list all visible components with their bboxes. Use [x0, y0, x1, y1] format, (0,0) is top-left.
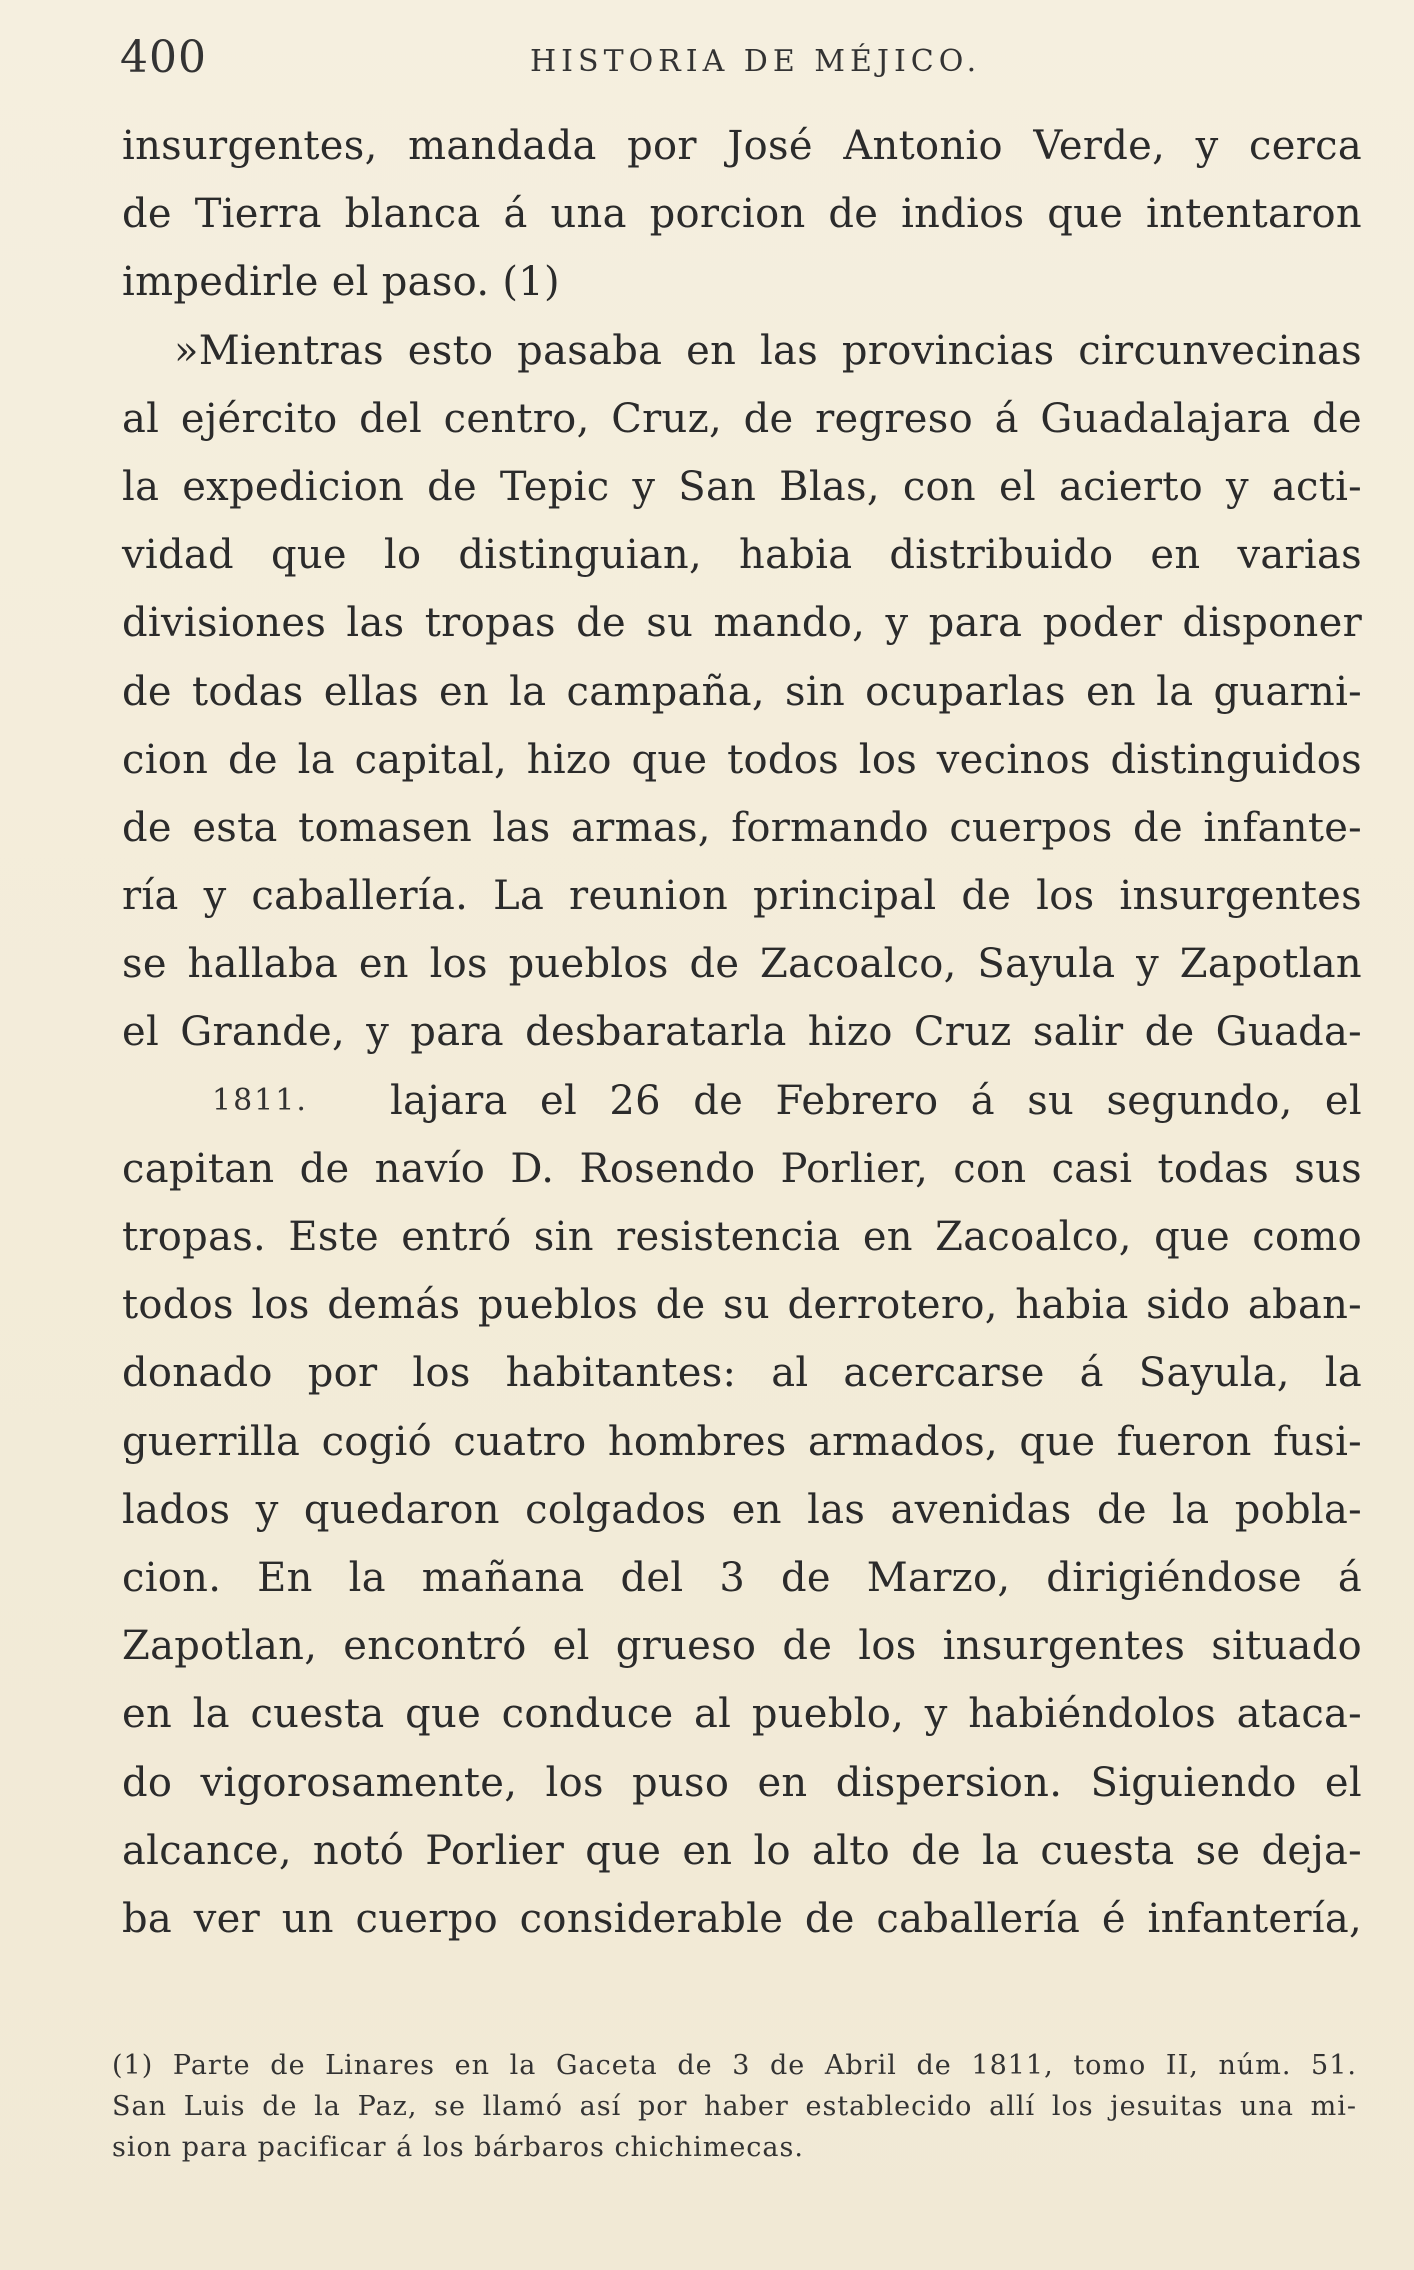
footnotes: [112, 2045, 1357, 2168]
text-line: insurgentes, mandada por José Antonio Verde, y cerca: [122, 123, 1362, 169]
text-line: ba ver un cuerpo considerable de caballería é infantería,: [122, 1895, 1362, 1942]
text-line: tropas. Este entró sin resistencia en Zacoalco, que como: [122, 1214, 1362, 1260]
text-line: donado por los habitantes: al acercarse á Sayula, la: [122, 1350, 1362, 1397]
body-text: [122, 112, 1362, 1953]
text-line: cion de la capital, hizo que todos los vecinos distinguidos: [122, 736, 1362, 783]
text-line: al ejército del centro, Cruz, de regreso á Guadalajara de: [122, 395, 1362, 442]
text-line: impedirle el paso. (1): [122, 259, 560, 306]
text-line: lajara el 26 de Febrero á su segundo, el: [390, 1077, 1362, 1124]
text-line: lados y quedaron colgados en las avenidas de la pobla-: [122, 1486, 1362, 1533]
text-line: de todas ellas en la campaña, sin ocuparlas en la guarni-: [122, 668, 1362, 715]
text-line: en la cuesta que conduce al pueblo, y habiéndolos ataca-: [122, 1691, 1362, 1738]
text-line: capitan de navío D. Rosendo Porlier, con casi todas sus: [122, 1145, 1362, 1192]
text-line: alcance, notó Porlier que en lo alto de la cuesta se deja-: [122, 1827, 1362, 1874]
margin-year: 1811.: [212, 1082, 308, 1118]
text-line: vidad que lo distinguian, habia distribuido en varias: [122, 532, 1362, 579]
page-number: 400: [120, 32, 207, 83]
footnote-line: San Luis de la Paz, se llamó así por haber establecido allí los jesuitas una mi-: [112, 2091, 1357, 2122]
text-line: divisiones las tropas de su mando, y para poder disponer: [122, 600, 1362, 647]
text-line: do vigorosamente, los puso en dispersion. Siguiendo el: [122, 1759, 1362, 1806]
text-line: guerrilla cogió cuatro hombres armados, que fueron fusi-: [122, 1418, 1362, 1465]
page-header: [120, 32, 1375, 92]
text-line: de Tierra blanca á una porcion de indios que intentaron: [122, 191, 1362, 238]
text-line-with-margin-year: [122, 1067, 1362, 1135]
text-line: se hallaba en los pueblos de Zacoalco, Sayula y Zapotlan: [122, 941, 1362, 988]
paragraph-start-line: »Mientras esto pasaba en las provincias circunvecinas: [174, 327, 1362, 374]
text-line: cion. En la mañana del 3 de Marzo, dirigiéndose á: [122, 1554, 1362, 1601]
text-line: de esta tomasen las armas, formando cuerpos de infante-: [122, 804, 1362, 851]
footnote-line: sion para pacificar á los bárbaros chichimecas.: [112, 2132, 804, 2163]
text-line: todos los demás pueblos de su derrotero, habia sido aban-: [122, 1282, 1362, 1329]
text-line: la expedicion de Tepic y San Blas, con el acierto y acti-: [122, 463, 1362, 510]
text-line: Zapotlan, encontró el grueso de los insurgentes situado: [122, 1623, 1362, 1670]
footnote-line: (1) Parte de Linares en la Gaceta de 3 de Abril de 1811, tomo II, núm. 51.: [112, 2050, 1357, 2081]
text-line: el Grande, y para desbaratarla hizo Cruz salir de Guada-: [122, 1009, 1362, 1056]
text-line: ría y caballería. La reunion principal de los insurgentes: [122, 873, 1362, 920]
running-title: HISTORIA DE MÉJICO.: [530, 44, 982, 79]
